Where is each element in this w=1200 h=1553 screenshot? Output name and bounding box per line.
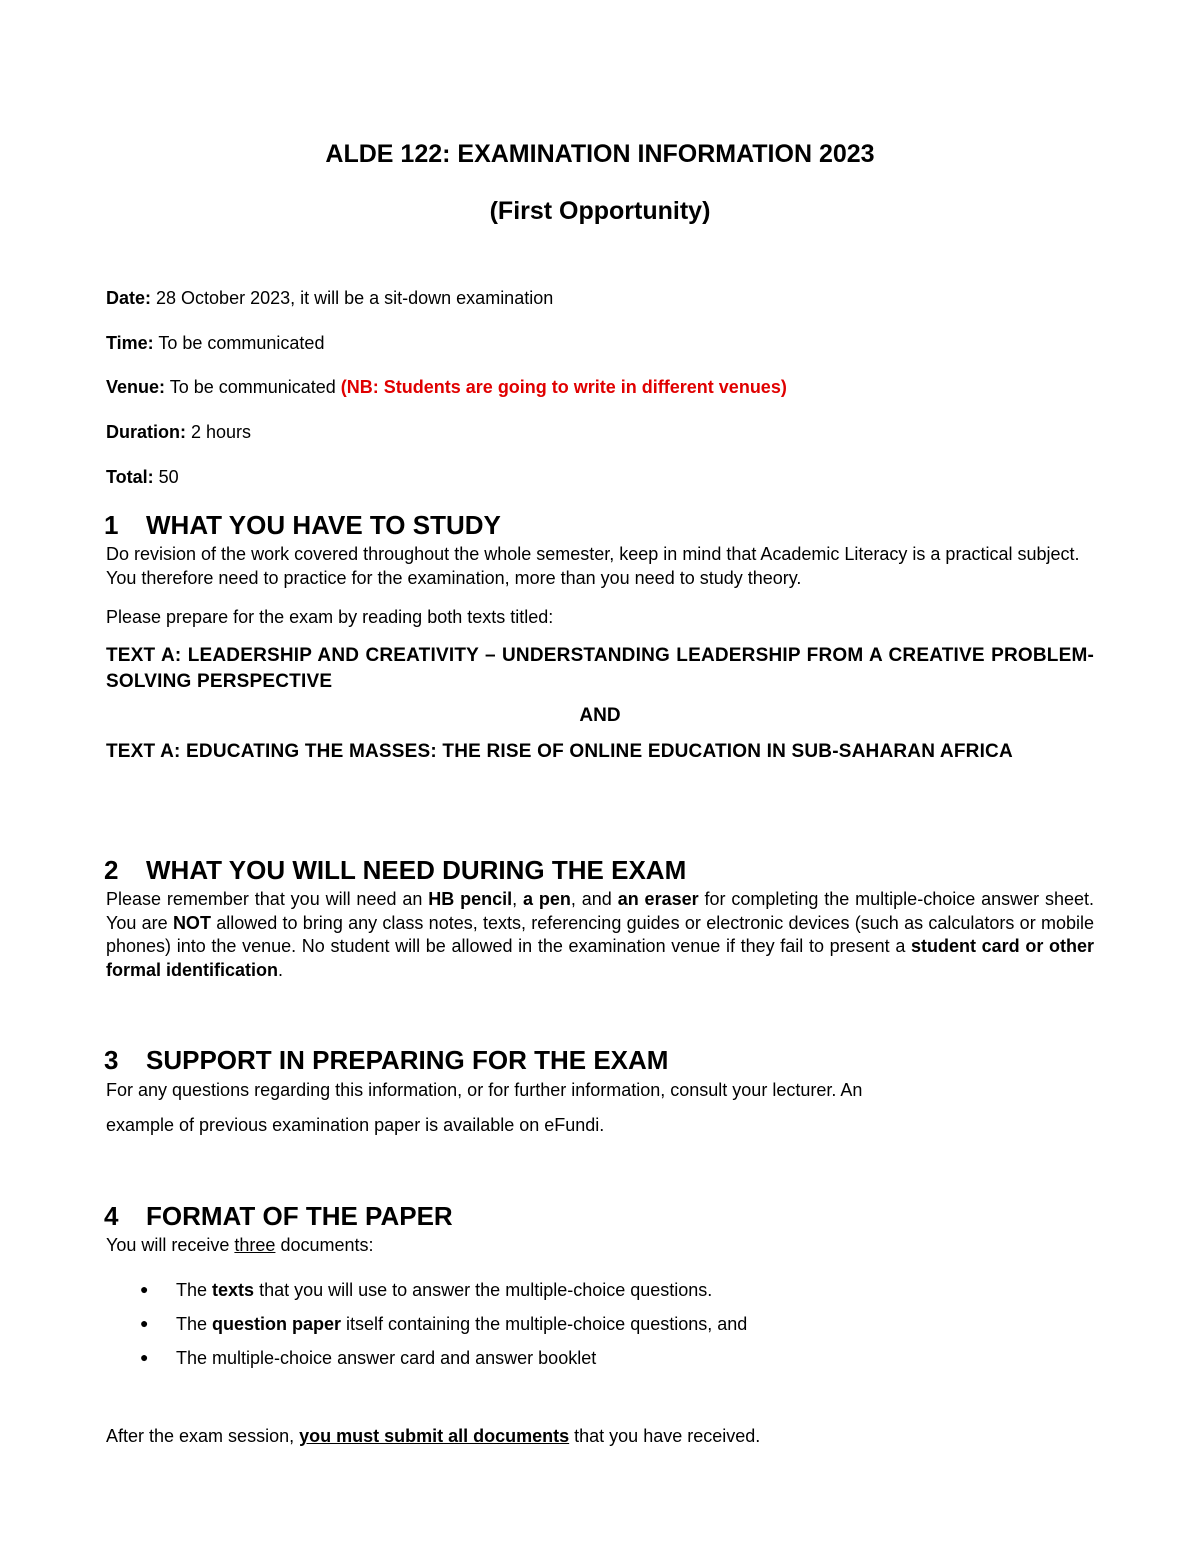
section-3-number: 3 xyxy=(104,1045,119,1075)
date-value: 28 October 2023, it will be a sit-down examination xyxy=(151,288,554,308)
section-4-heading xyxy=(104,1201,453,1232)
section-2-paragraph xyxy=(106,888,1094,982)
submit-emphasis: you must submit all documents xyxy=(299,1426,570,1446)
text-run: documents: xyxy=(275,1235,374,1255)
text-run: , xyxy=(512,889,524,909)
section-3-line-2: example of previous examination paper is available on eFundi. xyxy=(106,1115,605,1135)
time-value: To be communicated xyxy=(153,333,325,353)
text-run: The multiple-choice answer card and answer booklet xyxy=(176,1348,597,1368)
pen-emphasis: a pen xyxy=(523,889,571,909)
section-2-title: WHAT YOU WILL NEED DURING THE EXAM xyxy=(146,855,687,885)
list-item xyxy=(140,1280,712,1301)
text-run: Please remember that you will need an xyxy=(106,889,429,909)
section-3-line-1: For any questions regarding this information, or for further information, consult your lecturer. An xyxy=(106,1080,863,1100)
section-4-number: 4 xyxy=(104,1201,119,1231)
section-1-reading-note: Please prepare for the exam by reading both texts titled: xyxy=(106,607,554,627)
section-3-title: SUPPORT IN PREPARING FOR THE EXAM xyxy=(146,1045,669,1075)
duration-line xyxy=(106,422,251,443)
text-run: itself containing the multiple-choice questions, and xyxy=(341,1314,748,1334)
text-a-title: TEXT A: LEADERSHIP AND CREATIVITY – UNDERSTANDING LEADERSHIP FROM A CREATIVE PROBLEM-SOLVING PERSPECTIVE xyxy=(106,645,1094,692)
text-run: You will receive xyxy=(106,1235,235,1255)
bullet-icon: ● xyxy=(140,1281,149,1297)
venue-label: Venue: xyxy=(106,377,166,397)
question-paper-emphasis: question paper xyxy=(212,1314,342,1334)
text-run: , and xyxy=(570,889,618,909)
date-line xyxy=(106,288,553,309)
and-separator: AND xyxy=(579,705,621,726)
bullet-icon: ● xyxy=(140,1315,149,1331)
text-run: that you will use to answer the multiple-choice questions. xyxy=(254,1280,713,1300)
bullet-icon: ● xyxy=(140,1349,149,1365)
document-subtitle: (First Opportunity) xyxy=(489,197,711,225)
section-1-number: 1 xyxy=(104,510,119,540)
total-line xyxy=(106,467,179,488)
section-2-heading xyxy=(104,855,686,886)
document-title: ALDE 122: EXAMINATION INFORMATION 2023 xyxy=(325,140,875,168)
total-label: Total: xyxy=(106,467,154,487)
three-underlined: three xyxy=(234,1235,276,1255)
time-label: Time: xyxy=(106,333,154,353)
texts-emphasis: texts xyxy=(212,1280,255,1300)
section-1-title: WHAT YOU HAVE TO STUDY xyxy=(146,510,501,540)
text-run: The xyxy=(176,1280,213,1300)
section-4-intro xyxy=(106,1235,374,1256)
hb-pencil-emphasis: HB pencil xyxy=(428,889,513,909)
duration-label: Duration: xyxy=(106,422,186,442)
text-run: . xyxy=(278,959,284,980)
venue-value: To be communicated xyxy=(165,377,341,397)
list-item xyxy=(140,1348,596,1369)
venue-line xyxy=(106,377,787,398)
section-3-heading xyxy=(104,1045,668,1076)
section-4-title: FORMAT OF THE PAPER xyxy=(146,1201,453,1231)
eraser-emphasis: an eraser xyxy=(617,889,699,909)
identification-emphasis: student card or other formal identification xyxy=(106,936,1094,980)
text-b-title: TEXT A: EDUCATING THE MASSES: THE RISE OF ONLINE EDUCATION IN SUB-SAHARAN AFRICA xyxy=(106,741,1013,762)
total-value: 50 xyxy=(153,467,179,487)
duration-value: 2 hours xyxy=(186,422,252,442)
closing-instruction xyxy=(106,1426,760,1447)
text-run: The xyxy=(176,1314,213,1334)
section-1-heading xyxy=(104,510,501,541)
section-1-paragraph: Do revision of the work covered throughout the whole semester, keep in mind that Academic Literacy is a practical subject. You therefore need to practice for the examination, more than you need to study theory. xyxy=(106,544,1080,588)
not-emphasis: NOT xyxy=(172,912,211,933)
text-run: for completing the multiple-choice answer sheet. You are xyxy=(106,889,1095,933)
date-label: Date: xyxy=(106,288,152,308)
list-item xyxy=(140,1314,747,1335)
text-run: that you have received. xyxy=(569,1426,761,1446)
time-line xyxy=(106,333,324,354)
venue-note: (NB: Students are going to write in different venues) xyxy=(340,377,787,397)
text-run: After the exam session, xyxy=(106,1426,300,1446)
text-run: allowed to bring any class notes, texts, referencing guides or electronic devices (such as calculators or mobile phones) into the venue. No student will be allowed in the examination venue if they fail to present a xyxy=(106,912,1094,956)
section-2-number: 2 xyxy=(104,855,119,885)
